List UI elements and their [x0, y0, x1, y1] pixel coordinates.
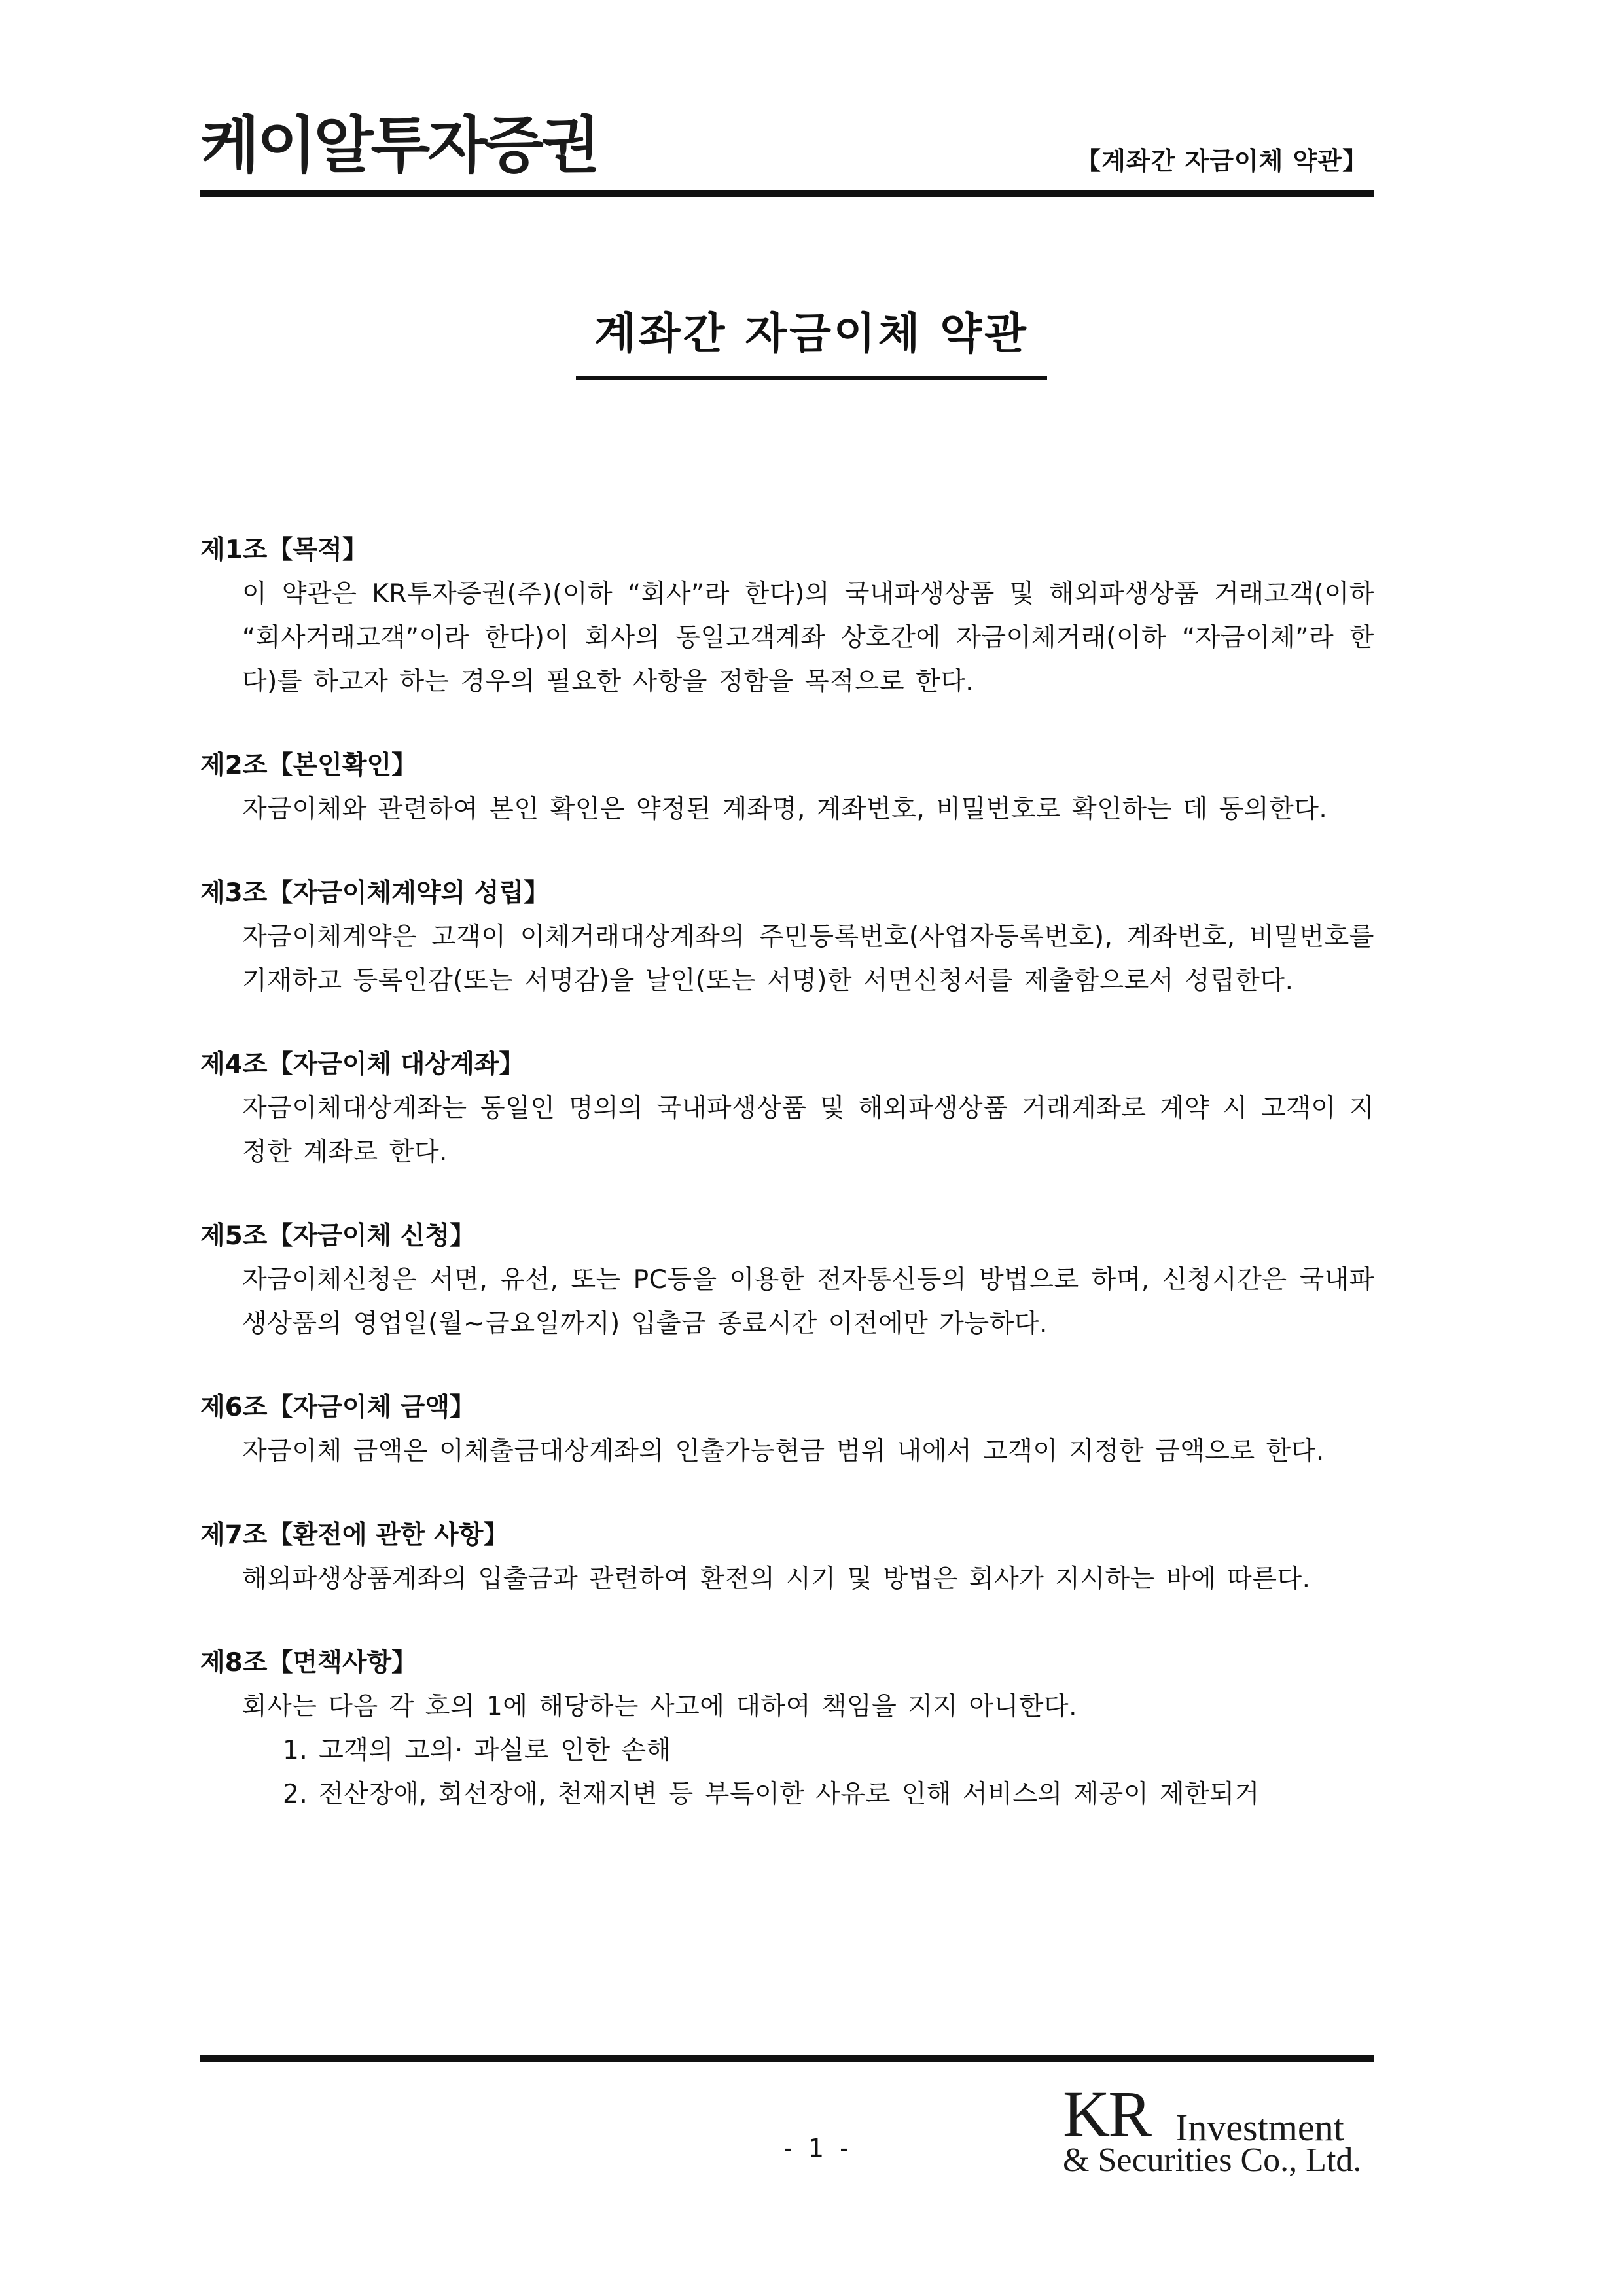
title-container: [0, 306, 1623, 380]
header-divider: [200, 190, 1374, 197]
article-5: [200, 1215, 1374, 1346]
footer-divider: [200, 2055, 1374, 2062]
list-item: 2. 전산장애, 회선장애, 천재지변 등 부득이한 사유로 인해 서비스의 제공이 제한되거: [283, 1780, 1260, 1809]
article-body: 자금이체와 관련하여 본인 확인은 약정된 계좌명, 계좌번호, 비밀번호로 확인하는 데 동의한다.: [242, 795, 1328, 824]
article-title: 제4조【자금이체 대상계좌】: [200, 1050, 525, 1079]
article-body: 자금이체대상계좌는 동일인 명의의 국내파생상품 및 해외파생상품 거래계좌로 계약 시 고객이 지정한 계좌로 한다.: [242, 1094, 1374, 1167]
article-1: [200, 529, 1374, 704]
article-8: [200, 1641, 1374, 1816]
list-item: 1. 고객의 고의· 과실로 인한 손해: [283, 1736, 671, 1765]
article-body: 이 약관은 KR투자증권(주)(이하 “회사”라 한다)의 국내파생상품 및 해외파생상품 거래고객(이하 “회사거래고객”이라 한다)이 회사의 동일고객계좌 상호간에 자금이체거래(이하 “자금이체”라 한다)를 하고자 하는 경우의 필요한 사항을 정함을 목적으로 한다.: [242, 579, 1374, 696]
page-number: - 1 -: [783, 2134, 853, 2162]
footer-company-logo: [1063, 2077, 1370, 2179]
article-body: 회사는 다음 각 호의 1에 해당하는 사고에 대하여 책임을 지지 아니한다.: [242, 1692, 1078, 1721]
document-body: [200, 529, 1374, 1857]
article-title: 제8조【면책사항】: [200, 1648, 418, 1677]
article-4: [200, 1043, 1374, 1174]
article-2: [200, 744, 1374, 831]
article-6: [200, 1386, 1374, 1473]
article-title: 제6조【자금이체 금액】: [200, 1393, 476, 1422]
article-body: 자금이체신청은 서면, 유선, 또는 PC등을 이용한 전자통신등의 방법으로 하며, 신청시간은 국내파생상품의 영업일(월~금요일까지) 입출금 종료시간 이전에만 가능하다.: [242, 1265, 1374, 1338]
page-header: [200, 110, 1374, 192]
logo-text-line2: & Securities Co., Ltd.: [1063, 2142, 1362, 2179]
article-title: 제3조【자금이체계약의 성립】: [200, 878, 550, 908]
article-body: 해외파생상품계좌의 입출금과 관련하여 환전의 시기 및 방법은 회사가 지시하는 바에 따른다.: [242, 1564, 1311, 1594]
article-title: 제1조【목적】: [200, 535, 368, 565]
logo-text-line1: Investment: [1175, 2106, 1344, 2149]
article-title: 제7조【환전에 관한 사항】: [200, 1520, 509, 1550]
article-7: [200, 1514, 1374, 1601]
article-body: 자금이체 금액은 이체출금대상계좌의 인출가능현금 범위 내에서 고객이 지정한 금액으로 한다.: [242, 1437, 1325, 1466]
article-title: 제5조【자금이체 신청】: [200, 1221, 476, 1251]
company-logo: 케이알투자증권: [200, 110, 598, 181]
article-title: 제2조【본인확인】: [200, 751, 418, 780]
document-title: 계좌간 자금이체 약관: [576, 306, 1047, 380]
article-3: [200, 872, 1374, 1003]
article-body: 자금이체계약은 고객이 이체거래대상계좌의 주민등록번호(사업자등록번호), 계좌번호, 비밀번호를 기재하고 등록인감(또는 서명감)을 날인(또는 서명)한 서면신청서를 제출함으로서 성립한다.: [242, 922, 1374, 996]
header-document-title: 【계좌간 자금이체 약관】: [1076, 147, 1368, 175]
logo-kr-mark: KR: [1063, 2077, 1150, 2150]
